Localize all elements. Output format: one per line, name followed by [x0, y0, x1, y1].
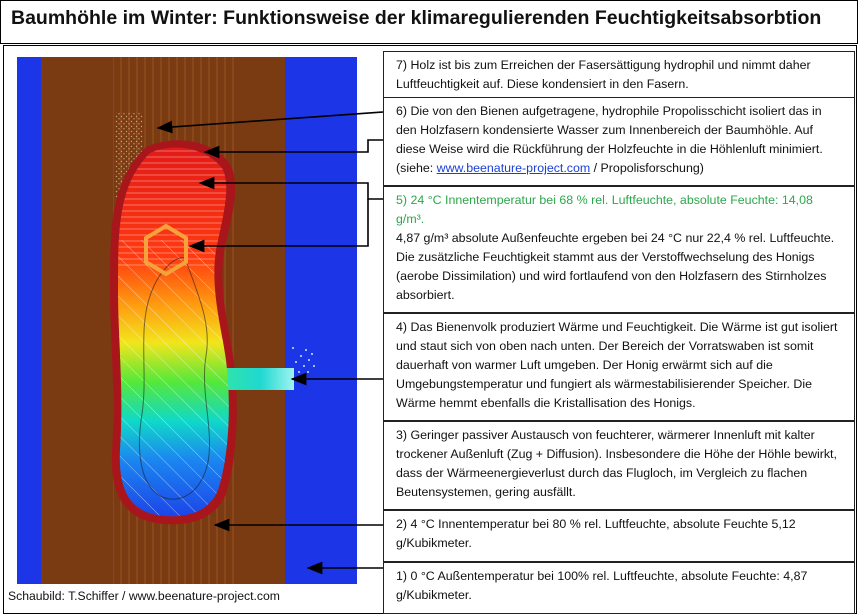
note-6-after: / Propolisforschung)	[590, 161, 704, 175]
note-5-number: 5)	[396, 193, 408, 207]
note-2	[383, 510, 855, 562]
note-2-text: 4 °C Innentemperatur bei 80 % rel. Luftfeuchte, absolute Feuchte 5,12 g/Kubikmeter.	[396, 517, 796, 550]
wood-left	[41, 57, 113, 584]
beenature-link[interactable]: www.beenature-project.com	[436, 161, 591, 175]
note-1	[383, 562, 855, 614]
note-1-number: 1)	[396, 569, 408, 583]
note-7	[383, 51, 855, 98]
note-6-text: Die von den Bienen aufgetragene, hydrophile Propolisschicht isoliert das in den Holzfasern kondensierte Wasser zum Innenbereich der Baumhöhle. Auf diese Weise wird die Rückführung der Holzfeuchte in die Höhlenluft minimiert. (siehe:	[396, 104, 823, 175]
page-title: Baumhöhle im Winter: Funktionsweise der klimaregulierenden Feuchtigkeitsabsorbtion	[11, 7, 822, 29]
note-5-text: 4,87 g/m³ absolute Außenfeuchte ergeben bei 24 °C nur 22,4 % rel. Luftfeuchte. Die zusätzliche Feuchtigkeit stammt aus der Verstoffwechselung des Honigs (aerobe Dissimilation) und wird fortlaufend von den Holzfasern des Stirnholzes absorbiert.	[396, 231, 835, 302]
note-4-text: Das Bienenvolk produziert Wärme und Feuchtigkeit. Die Wärme ist gut isoliert und staut sich von oben nach unten. Der Bereich der Vorratswaben ist somit dauerhaft von warmer Luft umgeben. Der Honig erwärmt sich auf die Umgebungstemperatur und fungiert als wärmestabilisierender Speicher. Die Wärme hemmt ebenfalls die Kristallisation des Honigs.	[396, 320, 838, 410]
note-3-number: 3)	[396, 428, 408, 442]
note-5-highlight: 24 °C Innentemperatur bei 68 % rel. Luftfeuchte, absolute Feuchte: 14,08 g/m³.	[396, 193, 813, 226]
note-6-number: 6)	[396, 104, 408, 118]
note-7-text: Holz ist bis zum Erreichen der Fasersättigung hydrophil und nimmt daher Luftfeuchtigkeit auf. Diese kondensiert in den Fasern.	[396, 58, 811, 91]
note-4	[383, 313, 855, 421]
cavity-interior	[110, 140, 240, 530]
note-7-number: 7)	[396, 58, 408, 72]
note-2-number: 2)	[396, 517, 408, 531]
outside-air-right	[285, 57, 357, 584]
note-6	[383, 97, 855, 186]
note-5	[383, 186, 855, 313]
note-4-number: 4)	[396, 320, 408, 334]
wood-right	[235, 57, 285, 584]
credit-line: Schaubild: T.Schiffer / www.beenature-project.com	[8, 589, 280, 603]
note-3	[383, 421, 855, 510]
note-3-text: Geringer passiver Austausch von feuchterer, wärmerer Innenluft mit kalter trockener Außenluft (Zug + Diffusion). Insbesondere die Höhe der Höhle bewirkt, dass der Wärmeenergieverlust durch das Flugloch, im Vergleich zu flachen Beutensystemen, gering ausfällt.	[396, 428, 837, 499]
note-1-text: 0 °C Außentemperatur bei 100% rel. Luftfeuchte, absolute Feuchte: 4,87 g/Kubikmeter.	[396, 569, 808, 602]
